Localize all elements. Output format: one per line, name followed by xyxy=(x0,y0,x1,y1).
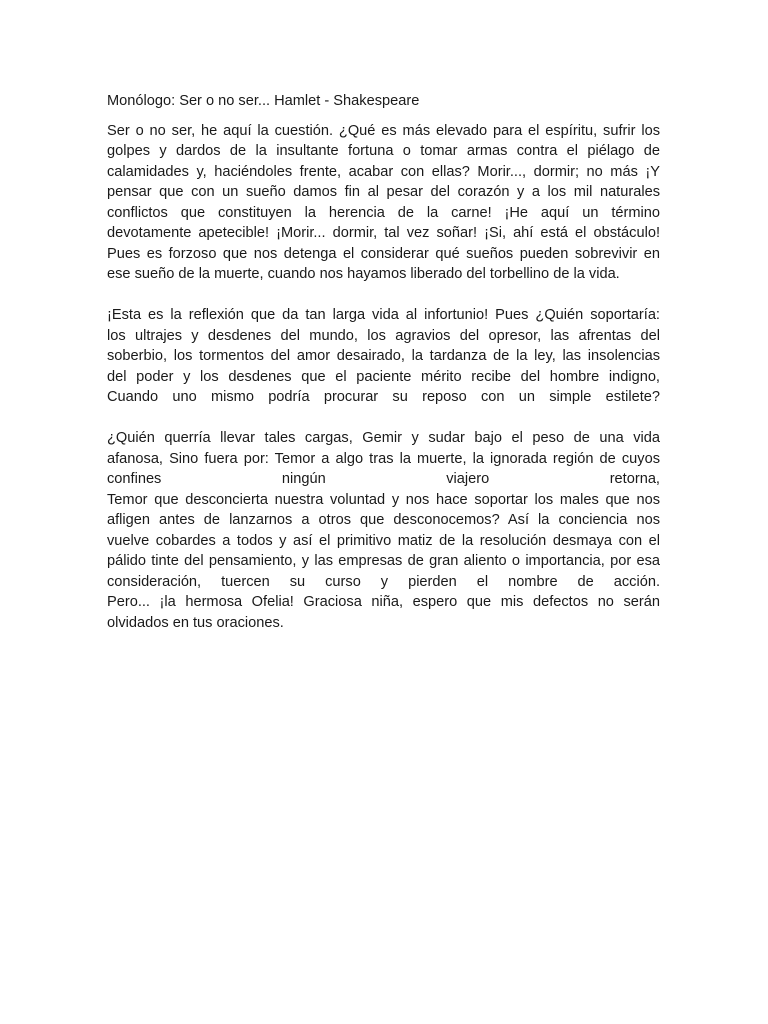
document-title: Monólogo: Ser o no ser... Hamlet - Shakespeare xyxy=(107,93,420,109)
text-line: ese sueño de la muerte, cuando nos hayamos liberado del torbellino de la vida. xyxy=(107,266,620,282)
text-line: golpes y dardos de la insultante fortuna o tomar armas contra el piélago de xyxy=(107,143,660,159)
text-line: confines ningún viajero retorna, xyxy=(107,471,660,487)
text-line: soberbio, los tormentos del amor desairado, la tardanza de la ley, las insolencias xyxy=(107,348,660,364)
text-line: afligen antes de lanzarnos a otros que desconocemos? Así la conciencia nos xyxy=(107,512,660,528)
text-line: vuelve cobardes a todos y así el primitivo matiz de la resolución desmaya con el xyxy=(107,532,660,549)
text-line: Cuando uno mismo podría procurar su reposo con un simple estilete? xyxy=(107,389,660,405)
text-line: del poder y los desdenes que el paciente mérito recibe del hombre indigno, xyxy=(107,368,660,385)
text-line: ¿Quién querría llevar tales cargas, Gemir y sudar bajo el peso de una vida xyxy=(107,430,660,446)
text-line: Pero... ¡la hermosa Ofelia! Graciosa niña, espero que mis defectos no serán xyxy=(107,594,660,610)
text-line: Temor que desconcierta nuestra voluntad y nos hace soportar los males que nos xyxy=(107,491,660,508)
text-line: los ultrajes y desdenes del mundo, los agravios del opresor, las afrentas del xyxy=(107,327,660,344)
text-line: calamidades y, haciéndoles frente, acabar con ellas? Morir..., dormir; no más ¡Y xyxy=(107,163,660,180)
text-line: ¡Esta es la reflexión que da tan larga vida al infortunio! Pues ¿Quién soportaría: xyxy=(107,307,660,323)
text-line: olvidados en tus oraciones. xyxy=(107,614,284,631)
text-line: conflictos que constituyen la herencia de la carne! ¡He aquí un término xyxy=(107,204,660,221)
paragraph-3 xyxy=(107,428,660,633)
text-line: pensar que con un sueño damos fin al pesar del corazón y a los mil naturales xyxy=(107,184,660,200)
paragraph-2 xyxy=(107,305,660,408)
paragraph-1 xyxy=(107,121,660,285)
text-line: devotamente apetecible! ¡Morir... dormir, tal vez soñar! ¡Si, ahí está el obstáculo! xyxy=(107,225,660,241)
document-body xyxy=(107,91,660,654)
text-line: Pues es forzoso que nos detenga el considerar qué sueños pueden sobrevivir en xyxy=(107,245,660,262)
text-line: afanosa, Sino fuera por: Temor a algo tras la muerte, la ignorada región de cuyos xyxy=(107,450,660,467)
text-line: Ser o no ser, he aquí la cuestión. ¿Qué es más elevado para el espíritu, sufrir los xyxy=(107,122,660,139)
text-line: consideración, tuercen su curso y pierden el nombre de acción. xyxy=(107,573,660,590)
text-line: pálido tinte del pensamiento, y las empresas de gran aliento o importancia, por esa xyxy=(107,553,660,569)
